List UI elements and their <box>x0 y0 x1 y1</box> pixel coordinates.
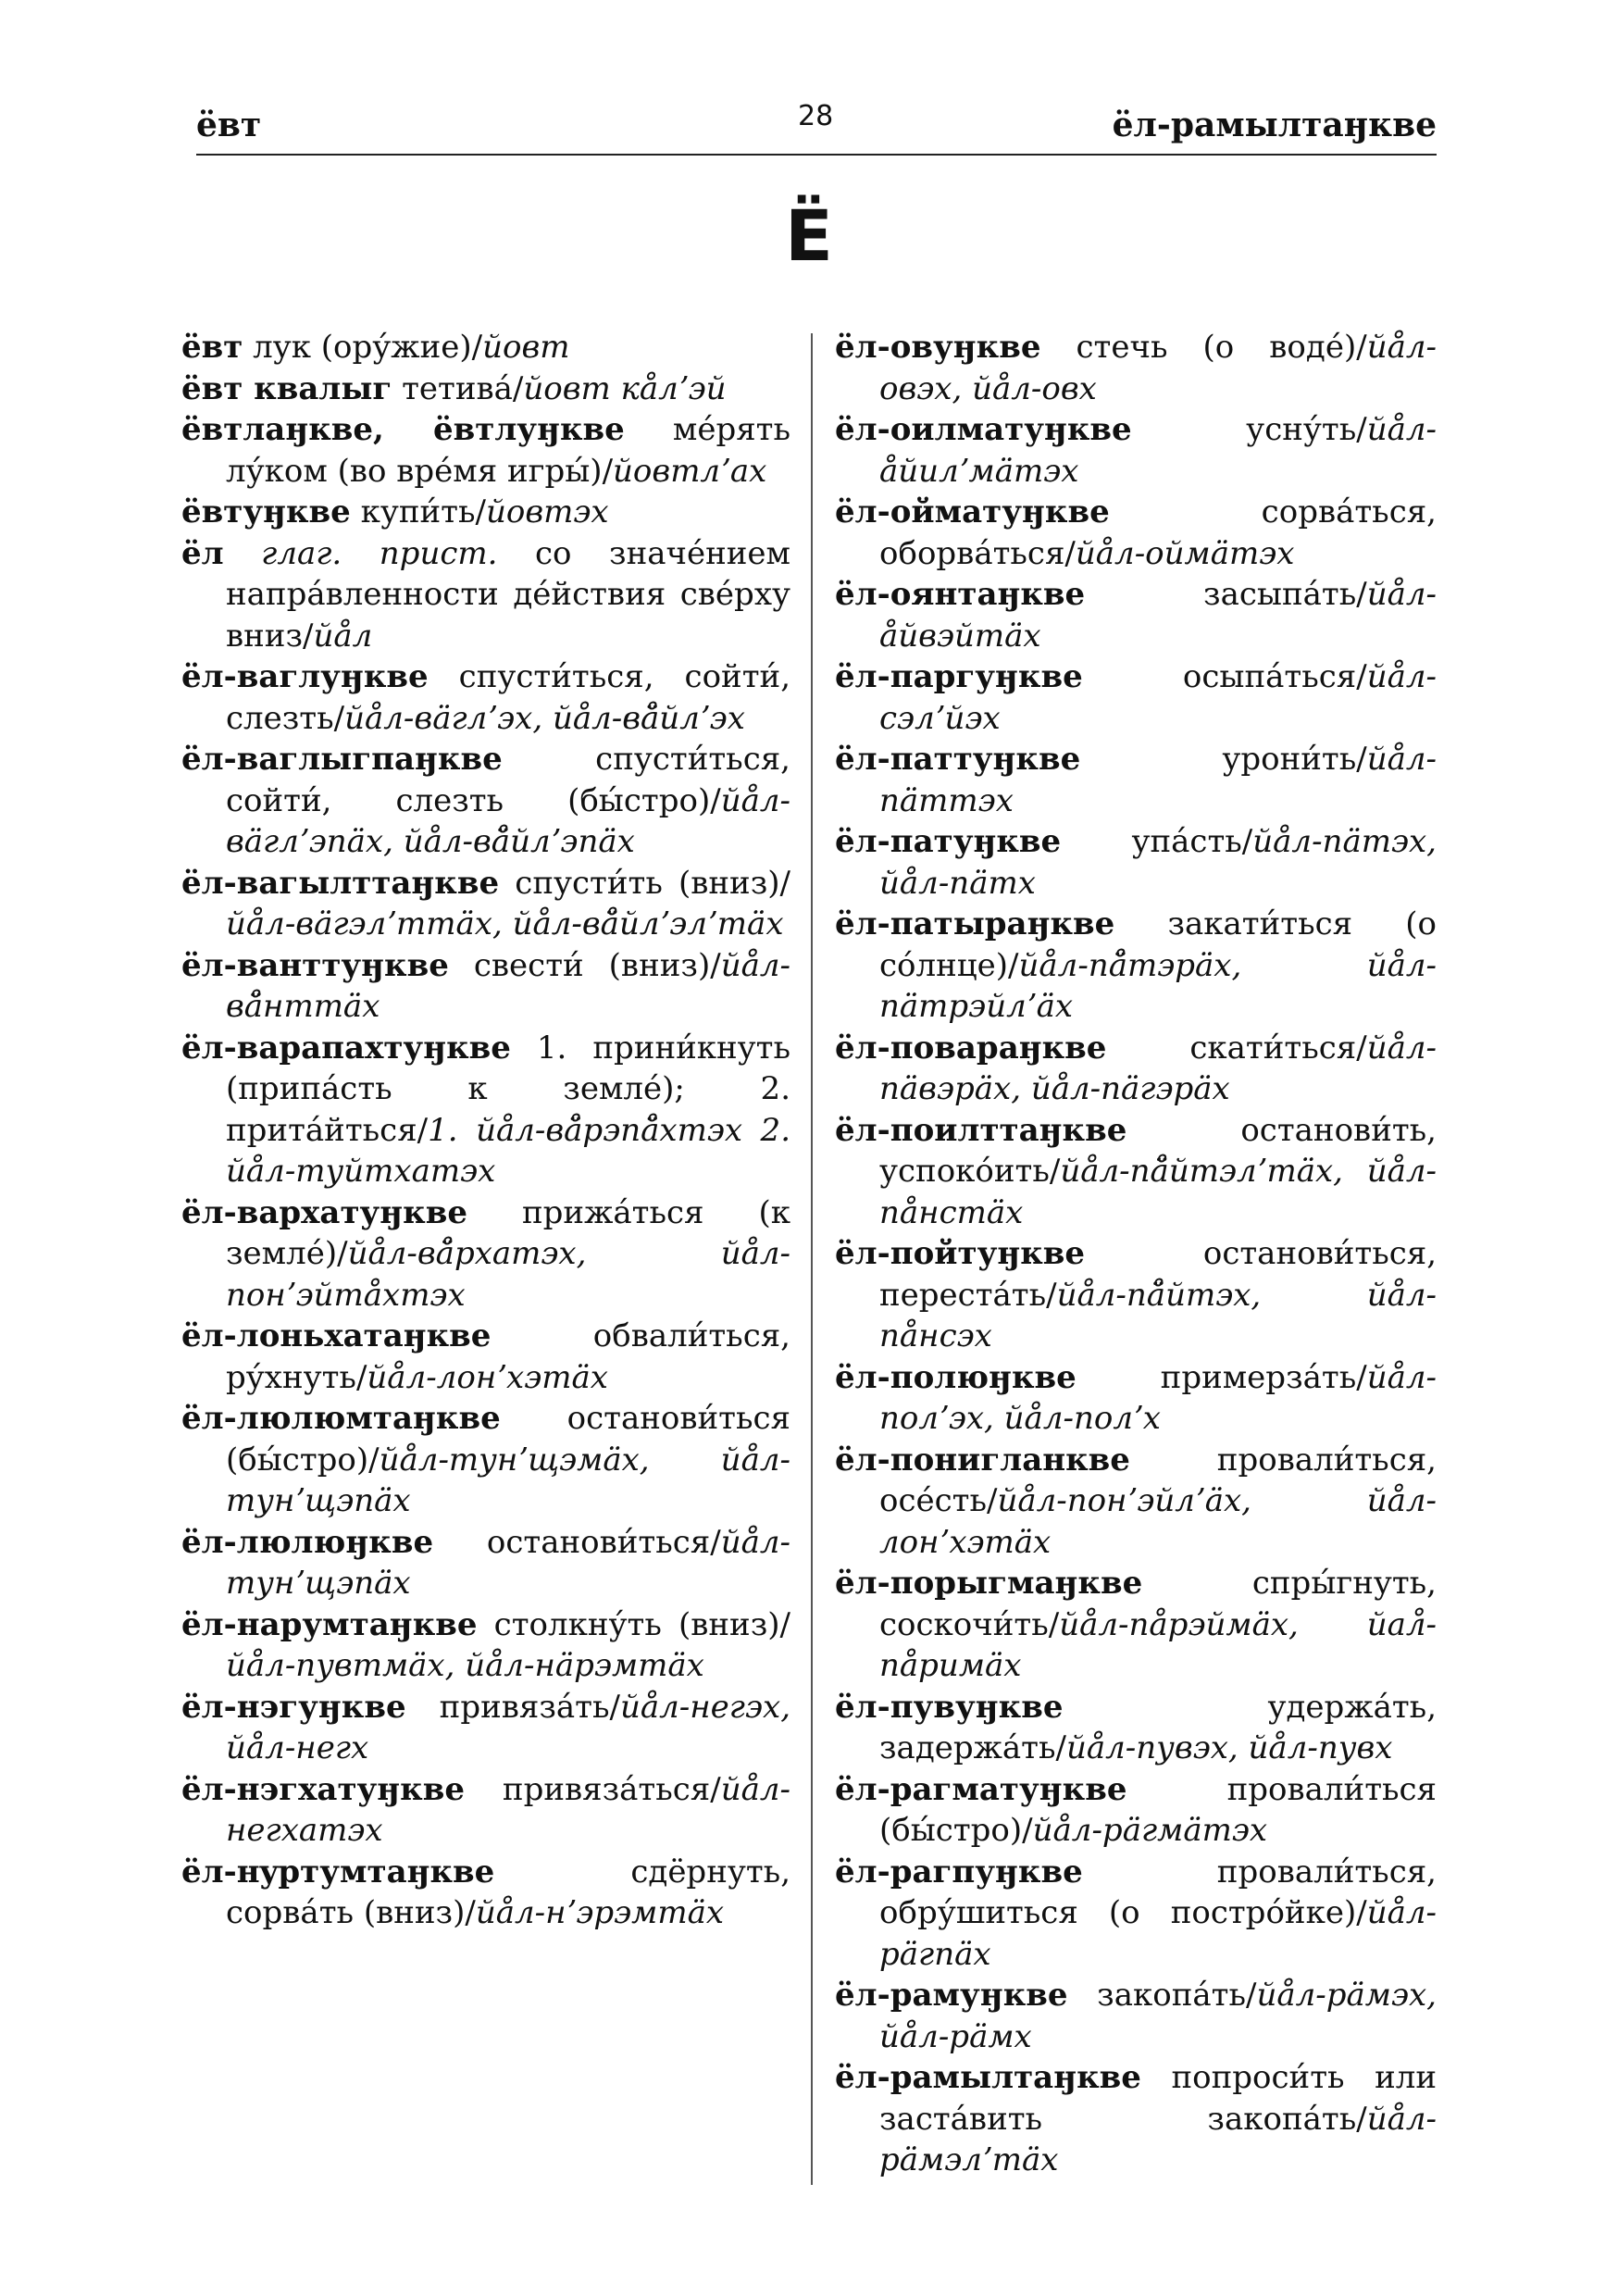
headword: ёл-поилттаӈкве <box>835 1111 1127 1149</box>
mansi-forms: йа̊л-сэлʼйэх <box>879 658 1437 737</box>
separator: / <box>710 781 721 819</box>
separator: / <box>609 1688 620 1726</box>
separator: / <box>475 493 486 530</box>
definition: со значе́нием напра́вленности де́йствия све́рху вниз <box>226 534 790 655</box>
headword: ёл-нyртумтаӈкве <box>181 1853 495 1890</box>
headword: ёл-понигланкве <box>835 1441 1130 1479</box>
mansi-forms: йа̊л-пувтмäх, йа̊л-нäрэмтäх <box>226 1647 704 1684</box>
left-column <box>181 327 790 1934</box>
mansi-forms: йа̊л-рäмэлʼтäх <box>879 2100 1437 2178</box>
headword: ёл-нарумтаӈкве <box>181 1605 478 1643</box>
separator: / <box>1245 1977 1257 2014</box>
definition: сдёрнуть, сорва́ть (вниз) <box>226 1853 790 1931</box>
dictionary-entry <box>835 574 1437 656</box>
headword: ёл-оянтаӈкве <box>835 576 1086 613</box>
definition: провали́ться, осе́сть <box>879 1441 1437 1519</box>
headword: ёл-лоньхатаӈкве <box>181 1317 492 1354</box>
dictionary-entry <box>181 368 790 410</box>
separator: / <box>1008 946 1019 984</box>
headword: ёл-патуӈкве <box>835 823 1062 860</box>
headword: ёл-нэгуӈкве <box>181 1688 406 1726</box>
dictionary-entry <box>181 533 790 657</box>
mansi-forms: йа̊л-вäглʼэх, йа̊л-вä̊йлʼэх <box>344 699 745 737</box>
headword: ёл-паттуӈкве <box>835 741 1081 778</box>
headword: ёл-патыраӈкве <box>835 905 1115 942</box>
separator: / <box>602 452 614 490</box>
mansi-forms: йовтэх <box>485 493 609 530</box>
definition: закопа́ть <box>1067 1977 1246 2014</box>
headword: ёл-полюӈкве <box>835 1358 1077 1396</box>
definition: удержа́ть, задержа́ть <box>879 1688 1437 1766</box>
headword: ёл-пувуӈкве <box>835 1688 1064 1726</box>
mansi-forms: йа̊л-пувэх, йа̊л-пувх <box>1065 1729 1393 1766</box>
right-column <box>835 327 1437 2181</box>
definition: спусти́ться, сойти́, слезть (бы́стро) <box>226 741 790 819</box>
headword: ёл-вархатуӈкве <box>181 1193 467 1231</box>
running-head-right: ёл-рамылтаӈкве <box>1112 106 1437 144</box>
mansi-forms: йа̊л-негэх, йа̊л-негх <box>226 1688 790 1766</box>
mansi-forms: йа̊л-вäгэлʼттäх, йа̊л-вä̊йлʼэлʼтäх <box>226 905 784 942</box>
separator: / <box>355 1358 367 1396</box>
headword: ёл-ойматуӈкве <box>835 493 1110 530</box>
dictionary-entry <box>835 656 1437 739</box>
dictionary-entry <box>181 327 790 368</box>
definition: 1. прини́кнуть (припа́сть к земле́); 2. прита́йться <box>226 1029 790 1149</box>
separator: / <box>1356 658 1367 695</box>
separator: / <box>1356 1358 1367 1396</box>
headword: ёл-люлюмтаӈкве <box>181 1400 501 1437</box>
separator: / <box>512 369 524 407</box>
definition: привяза́ться <box>464 1770 711 1808</box>
separator: / <box>471 329 483 366</box>
headword: ёл-ваглуӈкве <box>181 658 429 695</box>
separator: / <box>1055 1729 1066 1766</box>
headword: ёл-порыгмаӈкве <box>835 1565 1143 1602</box>
separator: / <box>1356 576 1367 613</box>
separator: / <box>337 1235 348 1272</box>
dictionary-entry <box>181 1192 790 1316</box>
separator: / <box>1356 741 1367 778</box>
separator: / <box>1356 2100 1367 2138</box>
mansi-forms: йа̊л-пä̊тэрäх, йа̊л-пäтрэйлʼäх <box>879 946 1437 1025</box>
definition: попроси́ть или заста́вить закопа́ть <box>879 2059 1437 2138</box>
headword: ёвтлаӈкве, ёвтлуӈкве <box>181 411 625 448</box>
headword: ёл-ванттуӈкве <box>181 946 449 984</box>
headword: ёл-паргуӈкве <box>835 658 1083 695</box>
dictionary-entry <box>181 1769 790 1852</box>
dictionary-entry <box>181 1398 790 1522</box>
dictionary-entry <box>181 1604 790 1687</box>
definition: свести́ (вниз) <box>448 946 711 984</box>
separator: / <box>1022 1812 1033 1849</box>
headword: ёл-нэгхатуӈкве <box>181 1770 465 1808</box>
separator: / <box>1356 1029 1367 1067</box>
separator: / <box>303 617 314 655</box>
separator: / <box>710 1770 721 1808</box>
mansi-forms: йа̊л-пä̊йтэлʼтäх, йа̊л-па̊нстäх <box>879 1153 1437 1231</box>
mansi-forms: йа̊л-рäгмäтэх <box>1032 1812 1268 1849</box>
separator: / <box>417 1111 429 1149</box>
definition: останови́ться (бы́стро) <box>226 1400 790 1479</box>
dictionary-entry <box>835 1769 1437 1852</box>
headword: ёл-рагматуӈкве <box>835 1770 1127 1808</box>
dictionary-entry <box>181 409 790 492</box>
mansi-forms: йа̊л-вäглʼэпäх, йа̊л-вä̊йлʼэпäх <box>226 781 790 860</box>
dictionary-entry <box>835 739 1437 821</box>
headword: ёвт квалыг <box>181 369 392 407</box>
mansi-forms: йа̊л-пäтэх, йа̊л-пäтх <box>879 823 1437 902</box>
separator: / <box>1241 823 1253 860</box>
dictionary-entry <box>181 656 790 739</box>
dictionary-entry <box>835 1233 1437 1357</box>
dictionary-entry <box>835 1357 1437 1440</box>
mansi-forms: йа̊л-понʼэйлʼäх, йа̊л-лонʼхэтäх <box>879 1482 1437 1561</box>
separator: / <box>333 699 345 737</box>
definition: ме́рять лу́ком (во вре́мя игры́) <box>226 411 790 490</box>
separator: / <box>1356 411 1367 448</box>
separator: / <box>779 1605 790 1643</box>
header-rule <box>196 154 1437 156</box>
dictionary-entry <box>835 1563 1437 1687</box>
dictionary-entry <box>181 1852 790 1934</box>
mansi-forms: йа̊л-вä̊нттäх <box>226 946 790 1025</box>
headword: ёл-рагпуӈкве <box>835 1853 1083 1890</box>
separator: / <box>1048 1605 1060 1643</box>
separator: / <box>1356 1894 1367 1931</box>
definition: спусти́ть (вниз) <box>499 864 780 902</box>
headword: ёл-вагылттаӈкве <box>181 864 500 902</box>
definition: спры́гнуть, соскочи́ть <box>879 1565 1437 1643</box>
definition: привяза́ть <box>405 1688 610 1726</box>
page-header <box>196 100 1437 156</box>
definition: урони́ть <box>1080 741 1357 778</box>
definition: тетива́ <box>392 369 513 407</box>
dictionary-entry <box>835 1975 1437 2057</box>
mansi-forms: йа̊л-пäвэрäх, йа̊л-пäгэрäх <box>879 1029 1437 1107</box>
definition: прижа́ться (к земле́) <box>226 1193 790 1272</box>
separator: / <box>710 1523 721 1561</box>
mansi-forms: йа̊л-полʼэх, йа̊л-полʼх <box>879 1358 1437 1437</box>
definition: столкну́ть (вниз) <box>477 1605 780 1643</box>
mansi-forms: йа̊л-тунʼщэмäх, йа̊л-тунʼщэпäх <box>226 1441 790 1519</box>
definition: засыпа́ть <box>1085 576 1357 613</box>
headword: ёл-овуӈкве <box>835 329 1041 366</box>
headword: ёл-повараӈкве <box>835 1029 1107 1067</box>
dictionary-entry <box>835 904 1437 1028</box>
definition: стечь (о воде́) <box>1040 329 1357 366</box>
headword: ёл-варапахтуӈкве <box>181 1029 511 1067</box>
definition: лук (ору́жие) <box>243 329 472 366</box>
column-divider <box>811 333 813 2185</box>
mansi-forms: йа̊л-рäмэх, йа̊л-рäмх <box>879 1977 1437 2055</box>
dictionary-entry <box>181 1028 790 1192</box>
running-head-left: ёвт <box>196 106 262 144</box>
dictionary-entry <box>181 739 790 863</box>
headword: ёвтуӈкве <box>181 493 351 530</box>
mansi-forms: йа̊л-тунʼщэпäх <box>226 1523 790 1602</box>
definition: обвали́ться, ру́хнуть <box>226 1317 790 1396</box>
mansi-forms: йа̊л-овэх, йа̊л-овх <box>879 329 1437 407</box>
mansi-forms: йовтлʼах <box>613 452 767 490</box>
mansi-forms: йа̊л-а̊йвэйтäх <box>879 576 1437 655</box>
mansi-forms: йовт ка̊лʼэй <box>523 369 727 407</box>
mansi-forms: йа̊л-па̊рэймäх, йал̊-па̊римäх <box>879 1605 1437 1684</box>
mansi-forms: йа̊л-а̊йилʼмäтэх <box>879 411 1437 490</box>
dictionary-entry <box>181 863 790 945</box>
dictionary-entry <box>835 1687 1437 1769</box>
headword: ёл <box>181 534 224 572</box>
definition: останови́ться <box>433 1523 711 1561</box>
definition: осыпа́ться <box>1082 658 1357 695</box>
definition: провали́ться (бы́стро) <box>879 1770 1437 1849</box>
definition: спусти́ться, сойти́, слезть <box>226 658 790 737</box>
separator: / <box>465 1894 476 1931</box>
dictionary-entry <box>835 1110 1437 1234</box>
page-number: 28 <box>798 100 834 132</box>
definition: останови́ться, переста́ть <box>879 1235 1437 1314</box>
mansi-forms: йа̊л-нʼэрэмтäх <box>475 1894 725 1931</box>
definition: закати́ться (о со́лнце) <box>879 905 1437 984</box>
separator: / <box>1064 534 1076 572</box>
dictionary-entry <box>181 1522 790 1604</box>
definition: примерза́ть <box>1076 1358 1357 1396</box>
definition: усну́ть <box>1131 411 1357 448</box>
dictionary-entry <box>835 821 1437 904</box>
definition: сорва́ться, оборва́ться <box>879 493 1437 572</box>
definition: останови́ть, успоко́ить <box>879 1111 1437 1190</box>
definition: провали́ться, обру́шиться (о постро́йке) <box>879 1853 1437 1931</box>
dictionary-entry <box>835 1852 1437 1976</box>
headword: ёл-пойтуӈкве <box>835 1235 1086 1272</box>
dictionary-entry <box>835 409 1437 492</box>
separator: / <box>710 946 721 984</box>
headword: ёвт <box>181 329 243 366</box>
mansi-forms: йа̊л-вä̊рхатэх, йа̊л-понʼэйта̊хтэх <box>226 1235 790 1314</box>
mansi-forms: йа̊л <box>313 617 373 655</box>
headword: ёл-люлюӈкве <box>181 1523 434 1561</box>
headword: ёл-рамылтаӈкве <box>835 2059 1141 2096</box>
dictionary-entry <box>835 2057 1437 2181</box>
dictionary-entry <box>835 492 1437 574</box>
dictionary-entry <box>835 1440 1437 1564</box>
separator: / <box>1356 329 1367 366</box>
mansi-forms: йа̊л-рäгпäх <box>879 1894 1437 1973</box>
mansi-forms: йа̊л-пä̊йтэх, йа̊л-па̊нсэх <box>879 1276 1437 1354</box>
separator: / <box>779 864 790 902</box>
dictionary-entry <box>181 492 790 533</box>
headword: ёл-оилматуӈкве <box>835 411 1132 448</box>
separator: / <box>1046 1276 1057 1314</box>
mansi-forms: йа̊л-пäттэх <box>879 741 1437 819</box>
definition: купи́ть <box>350 493 476 530</box>
dictionary-entry <box>181 945 790 1028</box>
grammar-note: глаг. прист. <box>223 534 498 572</box>
headword: ёл-ваглыгпаӈкве <box>181 741 503 778</box>
section-letter: Ё <box>785 194 833 277</box>
mansi-forms: йа̊л-негхатэх <box>226 1770 790 1849</box>
definition: упа́сть <box>1061 823 1242 860</box>
separator: / <box>368 1441 380 1479</box>
mansi-forms: йа̊л-лонʼхэтäх <box>367 1358 608 1396</box>
mansi-forms: 1. йа̊л-вä̊рэпä̊хтэх 2. йа̊л-туйтхатэх <box>226 1111 790 1190</box>
mansi-forms: йовт <box>482 329 570 366</box>
dictionary-entry <box>835 327 1437 409</box>
headword: ёл-рамуӈкве <box>835 1977 1068 2014</box>
definition: скати́ться <box>1106 1029 1357 1067</box>
dictionary-entry <box>835 1028 1437 1110</box>
separator: / <box>987 1482 998 1519</box>
dictionary-entry <box>181 1687 790 1769</box>
mansi-forms: йа̊л-оймäтэх <box>1075 534 1295 572</box>
dictionary-entry <box>181 1316 790 1398</box>
separator: / <box>1049 1153 1061 1190</box>
